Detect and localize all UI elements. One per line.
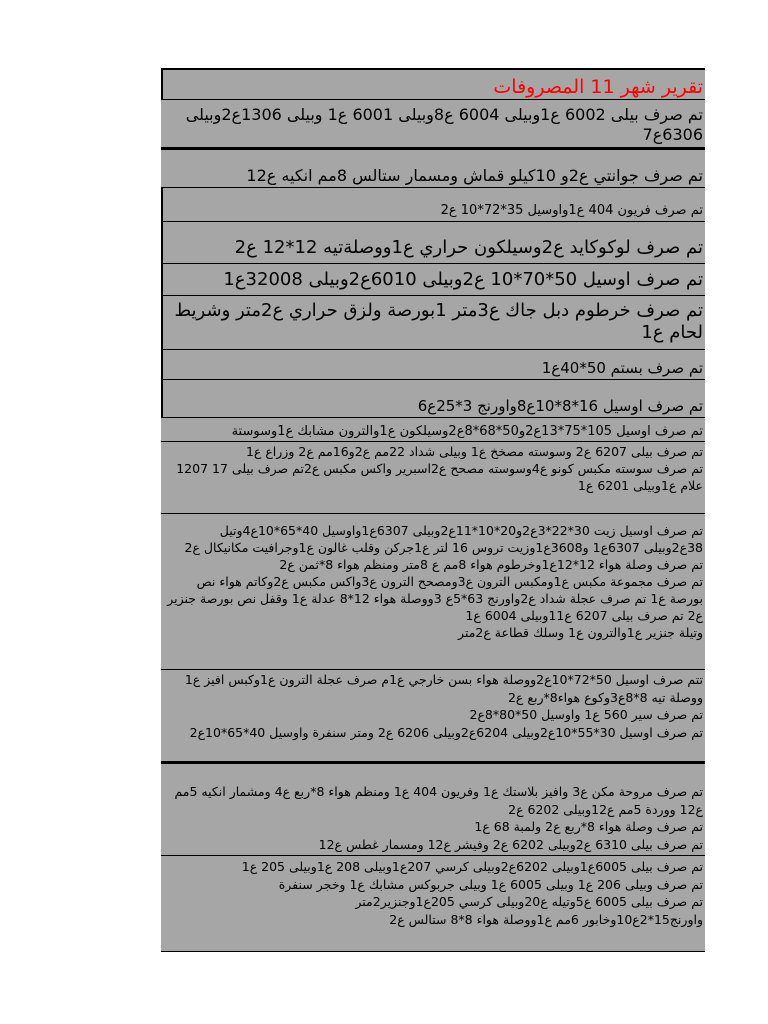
table-row [161,222,705,264]
table-row [161,350,705,380]
table-row [161,148,705,188]
row-text: تم صرف اوسيل 105*75*13ع2و50*68*8ع2وسيلكون ع1والترون مشابك ع1وسوستة [231,424,703,439]
row-text: تم صرف بستم 50*40ع1 [541,359,703,377]
table-row [161,762,705,856]
table-row [161,856,705,952]
table-row [161,442,705,514]
row-text: تم صرف خرطوم دبل جاك ع3متر 1بورصة ولزق حراري ع2متر وشريط لحام ع1 [174,300,703,343]
report-title-row [161,68,705,100]
table-row [161,670,705,762]
report-title: تقرير شهر 11 المصروفات [493,76,703,98]
table-row [161,188,705,222]
row-text: تم صرف اوسيل زيت 30*22*3ع2و20*10*11ع2وبيلى 6307ع1واوسيل 40*65*10ع4وتيل 38ع2وبيلى 6307ع1 و3608ع1وزيت تروس 16 لتر ع1جركن وقلب غالون ع1وجرافيت مكانيكال ع2 تم صرف وصلة هواء 12*12ع1وخرطوم هواء 8مم ع 8متر ومنظم هواء 8*ثمن ع2 تم صرف مجموعة مكبس ع1ومكبس الترون ع3ومصحح الترون ع3واكس مكبس ع2وكاتم هواء نص بورصة ع1 تم صرف عجلة شداد ع2واورنج 63*5ع 3ووصلة هواء 12*8 عدلة ع1 وقفل نص بورصة جنزير ع2 تم صرف بيلى 6207 ع11وبيلى 6004 ع1 وتيلة جنزير ع1والترون ع1 وسلك قطاعة ع2متر [167,523,703,640]
row-text: تم صرف بيلى 6005ع1وبيلى 6202ع2وبيلى كرسي 207ع1وبيلى 208 ع1وبيلى 205 ع1 تم صرف وبيلى 206 ع1 وبيلى 6005 ع1 وبيلى جربوكس مشابك ع1 وخجر سنفرة تم صرف بيلى 6005 ع5وتيله ع20وبيلى كرسي 205ع1وجنزير2متر واورنج15*2ع10وخابور 6مم ع1ووصلة هواء 8*8 ستالس ع2 [241,859,703,927]
table-row [161,296,705,350]
row-text: تم صرف اوسيل 50*70*10 ع2وبيلى 6010ع2وبيلى 32008ع1 [223,269,703,290]
row-text: تم صرف مروحة مكن ع3 وافيز بلاستك ع1 وفريون 404 ع1 ومنظم هواء 8*ربع ع4 ومشمار انكيه 5مم ع12 ووردة 5مم ع12وبيلى 6202 ع2 تم صرف وصلة هواء 8*ربع ع2 ولمبة 68 ع1 تم صرف بيلى 6310 ع2وبيلى 6202 ع2 وفيشر ع12 ومسمار غطس ع12 [174,784,703,852]
row-text: تم صرف بيلى 6002 ع1وبيلى 6004 ع8وبيلى 6001 ع1 وبيلى 1306ع2وبيلى 6306ع7 [185,105,703,144]
table-row [161,100,705,148]
row-text: تم صرف فريون 404 ع1واوسيل 35*72*10 ع2 [440,203,703,218]
table-row [161,514,705,670]
row-text: تم صرف اوسيل 16*8*10ع8واورنج 3*25ع6 [417,397,703,415]
row-text: تم صرف لوكوكايد ع2وسيلكون حراري ع1ووصلةتيه 12*12 ع2 [234,237,703,258]
row-text: تم صرف جوانتي ع2و 10كيلو قماش ومسمار ستالس 8مم انكيه ع12 [246,166,703,185]
row-text: تتم صرف اوسيل 50*72*10ع2ووصلة هواء بسن خارجي ع1م صرف عجلة الترون ع1وكبس افيز ع1 ووصلة تيه 8*8ع3وكوع هواء8*ربع ع2 تم صرف سير 560 ع1 واوسيل 50*80*8ع2 تم صرف اوسيل 30*55*10ع2وبيلى 6204ع2وبيلى 6206 ع2 ومتر سنفرة واوسيل 40*65*10ع2 [184,672,703,740]
table-row [161,264,705,296]
table-row [161,380,705,418]
row-text: تم صرف بيلى 6207 ع2 وسوسته مصخخ ع1 وبيلى شداد 22مم ع2و16مم ع2 وزراع ع1 تم صرف سوسته مكبس كونو ع4وسوسته مصحح ع2اسبرير واكس مكبس ع2تم صرف بيلى 17 1207 علام ع1وبيلى 6201 ع1 [176,444,703,493]
table-row [161,418,705,442]
